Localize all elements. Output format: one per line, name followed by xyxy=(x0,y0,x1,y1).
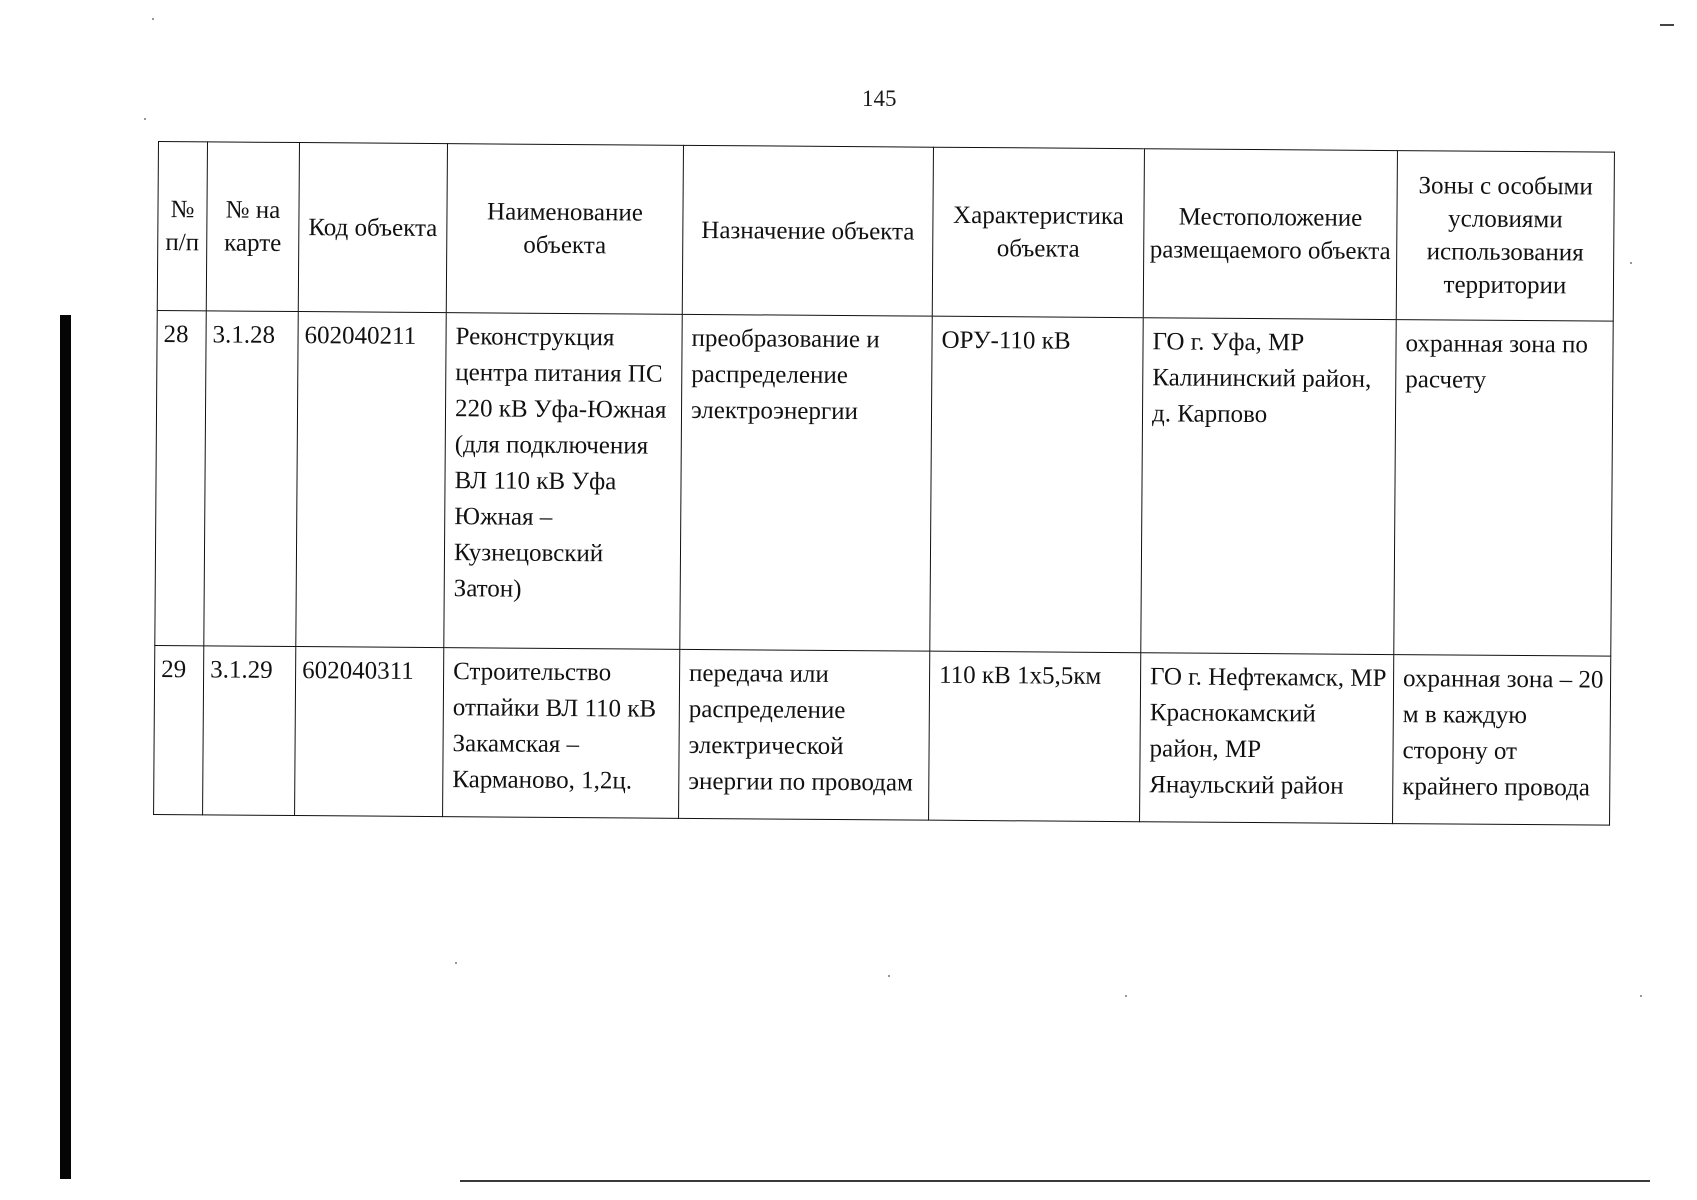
cell-object-characteristic: 110 кВ 1х5,5км xyxy=(929,651,1141,822)
header-special-zones: Зоны с особыми условиями использования территории xyxy=(1396,151,1614,322)
scan-speck xyxy=(144,118,146,120)
scan-speck xyxy=(1640,995,1642,997)
header-num: № п/п xyxy=(157,142,207,311)
cell-object-purpose: передача или распределение электрической энергии по проводам xyxy=(679,649,930,820)
cell-special-zones: охранная зона по расчету xyxy=(1394,320,1613,657)
scan-speck xyxy=(455,962,457,964)
table-header-row xyxy=(157,142,1614,322)
scan-speck xyxy=(152,18,154,20)
cell-object-purpose: преобразование и распределение электроэнергии xyxy=(680,314,932,651)
scan-speck xyxy=(888,975,890,977)
cell-object-code: 602040311 xyxy=(295,647,444,817)
cell-num: 28 xyxy=(155,310,206,645)
cell-map-number: 3.1.29 xyxy=(203,646,296,816)
header-object-characteristic: Характеристика объекта xyxy=(932,147,1144,318)
footer-rule xyxy=(460,1180,1650,1182)
scan-speck xyxy=(1630,262,1632,264)
header-object-purpose: Назначение объекта xyxy=(682,145,933,316)
page-number: 145 xyxy=(862,86,897,111)
cell-object-location: ГО г. Уфа, МР Калининский район, д. Карпово xyxy=(1141,318,1396,655)
header-object-code: Код объекта xyxy=(298,143,447,313)
table-row xyxy=(154,645,1611,825)
header-map-number: № на карте xyxy=(206,142,299,312)
cell-object-name: Строительство отпайки ВЛ 110 кВ Закамская – Карманово, 1,2ц. xyxy=(443,648,680,819)
cell-map-number: 3.1.28 xyxy=(204,311,298,647)
header-object-name: Наименование объекта xyxy=(446,144,683,315)
scan-edge-bar xyxy=(60,315,71,1179)
cell-num: 29 xyxy=(154,645,204,814)
cell-object-name: Реконструкция центра питания ПС 220 кВ Уфа-Южная (для подключения ВЛ 110 кВ Уфа Южная – Кузнецовский Затон) xyxy=(444,313,682,650)
scan-corner-mark xyxy=(1660,24,1674,26)
cell-object-location: ГО г. Нефтекамск, МР Краснокамский район, МР Янаульский район xyxy=(1140,653,1394,824)
header-object-location: Местоположение размещаемого объекта xyxy=(1143,149,1397,320)
scan-speck xyxy=(1125,995,1127,997)
table-row xyxy=(155,310,1613,656)
cell-object-code: 602040211 xyxy=(296,312,446,648)
cell-object-characteristic: ОРУ-110 кВ xyxy=(930,316,1143,653)
cell-special-zones: охранная зона – 20 м в каждую сторону от крайнего провода xyxy=(1393,655,1611,826)
objects-table xyxy=(153,141,1615,826)
